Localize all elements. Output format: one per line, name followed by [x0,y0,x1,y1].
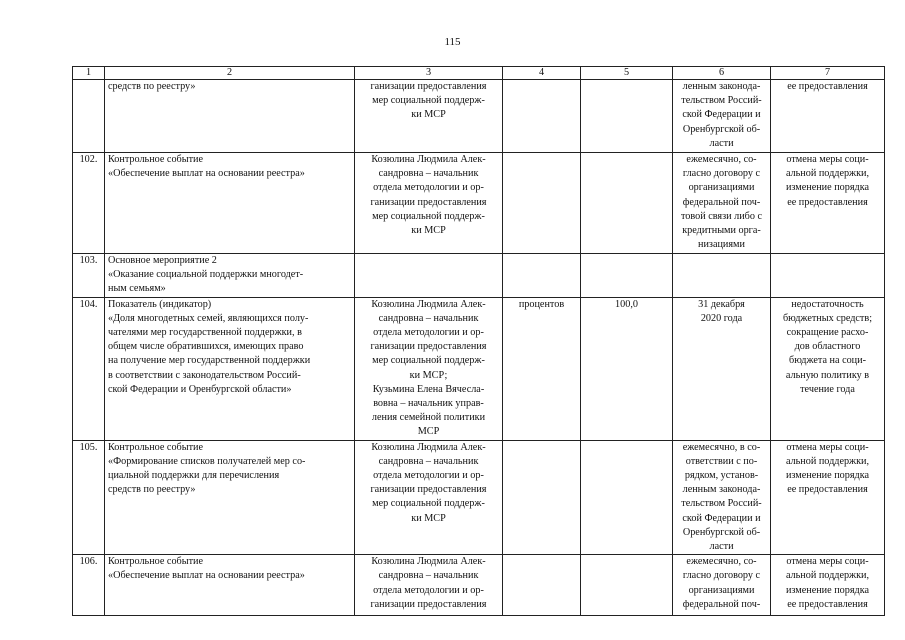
measure-name-line: в соответствии с законодательством Россий- [108,369,301,381]
col-header-7: 7 [771,67,885,80]
measure-name-line: «Обеспечение выплат на основании реестра» [108,168,305,180]
responsible-person-line: мер социальной поддерж- [372,355,485,367]
responsible-person-line: отдела методологии и ор- [373,470,484,482]
deadline-line: тельством Россий- [681,95,762,107]
measure-name-line: средств по реестру» [108,81,196,92]
deadline-line: ской Федерации и [682,109,761,121]
row-number-cell: 106. [73,555,105,616]
col-header-1: 1 [73,67,105,80]
unit-of-measure-cell [503,440,581,555]
deadline-line: ласти [709,541,734,553]
measure-name-line: на получение мер государственной поддержки [108,355,311,367]
responsible-person-line: Козюлина Людмила Алек- [371,298,486,310]
row-number-cell: 102. [73,153,105,254]
target-value-cell [581,153,673,254]
deadline-line: гласно договору с [682,570,761,582]
risk-description-line: изменение порядка [785,584,870,596]
risk-description-line: сокращение расхо- [786,327,869,339]
risk-description-cell [771,153,885,254]
responsible-person-line: отдела методологии и ор- [373,327,484,339]
responsible-person-cell [355,555,503,616]
risk-description-line: альной поддержки, [785,455,870,467]
row-number-cell: 104. [73,297,105,440]
measure-name-cell [105,555,355,616]
deadline-line: 31 декабря [698,298,745,310]
unit-of-measure-line: процентов [518,298,565,310]
responsible-person-cell [355,440,503,555]
deadline-line: федеральной поч- [682,598,761,610]
responsible-person-line: ганизации предоставления [370,81,487,92]
risk-description-line: ее предоставления [787,196,868,208]
unit-of-measure-cell [503,555,581,616]
responsible-person-line: отдела методологии и ор- [373,182,484,194]
responsible-person-line: Козюлина Людмила Алек- [371,556,486,568]
risk-description-line: отмена меры соци- [786,441,869,453]
responsible-person-line: ки МСР [411,109,446,121]
col-header-6: 6 [673,67,771,80]
risk-description-line: ее предоставления [787,81,868,92]
responsible-person-line: вовна – начальник управ- [373,398,484,410]
deadline-cell [673,80,771,153]
deadline-line: ленным законода- [682,81,761,92]
risk-description-line: бюджетных средств; [782,312,873,324]
unit-of-measure-cell [503,254,581,298]
deadline-cell [673,297,771,440]
responsible-person-line: ганизации предоставления [370,196,487,208]
responsible-person-cell [355,80,503,153]
col-header-2: 2 [105,67,355,80]
responsible-person-line: МСР [417,426,440,438]
target-value-cell [581,440,673,555]
unit-of-measure-cell [503,80,581,153]
risk-description-line: изменение порядка [785,470,870,482]
deadline-line: гласно договору с [682,168,761,180]
risk-description-line: ее предоставления [787,484,868,496]
deadline-line: кредитными орга- [682,225,761,237]
responsible-person-line: ганизации предоставления [370,484,487,496]
risk-description-line: отмена меры соци- [786,154,869,165]
table-row [73,555,885,616]
responsible-person-line: ки МСР [411,512,446,524]
deadline-line: федеральной поч- [682,196,761,208]
risk-description-cell [771,80,885,153]
col-header-4: 4 [503,67,581,80]
unit-of-measure-cell [503,297,581,440]
risk-description-cell [771,440,885,555]
deadline-line: Оренбургской об- [682,526,761,538]
measure-name-line: «Обеспечение выплат на основании реестра» [108,570,305,582]
measure-name-cell [105,440,355,555]
deadline-line: ласти [709,137,734,149]
deadline-line: организациями [688,584,755,596]
responsible-person-line: ганизации предоставления [370,341,487,353]
header-row [73,67,885,80]
responsible-person-line: Кузьмина Елена Вячесла- [372,383,485,395]
row-number-cell: 105. [73,440,105,555]
responsible-person-line: Козюлина Людмила Алек- [371,441,486,453]
responsible-person-line: ки МСР; [409,369,448,381]
responsible-person-line: мер социальной поддерж- [372,210,485,222]
deadline-cell [673,440,771,555]
measure-name-line: ным семьям» [108,283,166,295]
risk-description-line: течение года [800,383,855,395]
responsible-person-line: мер социальной поддерж- [372,95,485,107]
measure-name-line: общем числе обратившихся, имеющих право [108,341,304,353]
measure-name-cell [105,297,355,440]
deadline-cell [673,153,771,254]
unit-of-measure-cell [503,153,581,254]
measure-name-line: циальной поддержки для перечисления [108,470,280,482]
deadline-line: ленным законода- [682,484,761,496]
deadline-line: рядком, установ- [684,470,759,482]
deadline-cell [673,254,771,298]
deadline-line: ежемесячно, со- [686,556,757,568]
target-value-line: 100,0 [615,298,638,310]
risk-description-line: дов областного [794,341,861,353]
deadline-line: ежемесячно, со- [686,154,757,165]
col-header-5: 5 [581,67,673,80]
target-value-cell [581,254,673,298]
measure-name-cell [105,80,355,153]
responsible-person-line: ганизации предоставления [370,598,487,610]
responsible-person-cell [355,254,503,298]
risk-description-cell [771,555,885,616]
measure-name-line: Показатель (индикатор) [108,298,212,310]
risk-description-line: альную политику в [785,369,870,381]
measure-name-line: чателями мер государственной поддержки, в [108,327,302,339]
risk-description-line: бюджета на соци- [789,355,866,367]
col-header-3: 3 [355,67,503,80]
table-row [73,440,885,555]
deadline-line: ской Федерации и [682,512,761,524]
responsible-person-line: сандровна – начальник [378,455,479,467]
responsible-person-cell [355,153,503,254]
measure-name-line: «Доля многодетных семей, являющихся полу- [108,312,309,324]
risk-description-cell [771,254,885,298]
measure-name-line: средств по реестру» [108,484,196,496]
deadline-line: ежемесячно, в со- [682,441,761,453]
measure-name-line: «Формирование списков получателей мер со- [108,455,306,467]
measure-name-cell [105,153,355,254]
measure-name-line: «Оказание социальной поддержки многодет- [108,269,304,281]
responsible-person-line: ки МСР [411,225,446,237]
measure-name-line: Контрольное событие [108,154,203,165]
risk-description-line: альной поддержки, [785,168,870,180]
target-value-cell [581,80,673,153]
responsible-person-line: ления семейной политики [371,412,486,424]
responsible-person-line: Козюлина Людмила Алек- [371,154,486,165]
deadline-line: товой связи либо с [680,210,763,222]
page-number: 115 [444,36,461,48]
deadline-line: тельством Россий- [681,498,762,510]
measures-table [72,66,885,616]
responsible-person-line: сандровна – начальник [378,312,479,324]
risk-description-cell [771,297,885,440]
measure-name-line: Контрольное событие [108,556,203,568]
target-value-cell [581,297,673,440]
risk-description-line: отмена меры соци- [786,556,869,568]
responsible-person-cell [355,297,503,440]
deadline-line: организациями [688,182,755,194]
table-row [73,80,885,153]
risk-description-line: ее предоставления [787,598,868,610]
risk-description-line: альной поддержки, [785,570,870,582]
deadline-line: ответствии с по- [685,455,758,467]
deadline-cell [673,555,771,616]
target-value-cell [581,555,673,616]
responsible-person-line: отдела методологии и ор- [373,584,484,596]
measure-name-line: ской Федерации и Оренбургской области» [108,383,292,395]
measure-name-line: Основное мероприятие 2 [108,255,217,266]
risk-description-line: недостаточность [791,298,864,310]
measure-name-cell [105,254,355,298]
deadline-line: низациями [698,239,745,251]
responsible-person-line: мер социальной поддерж- [372,498,485,510]
deadline-line: Оренбургской об- [682,123,761,135]
responsible-person-line: сандровна – начальник [378,168,479,180]
table-row [73,297,885,440]
table-row [73,254,885,298]
measure-name-line: Контрольное событие [108,441,203,453]
table-row [73,153,885,254]
deadline-line: 2020 года [700,312,743,324]
risk-description-line: изменение порядка [785,182,870,194]
responsible-person-line: сандровна – начальник [378,570,479,582]
row-number-cell: 103. [73,254,105,298]
row-number-cell [73,80,105,153]
